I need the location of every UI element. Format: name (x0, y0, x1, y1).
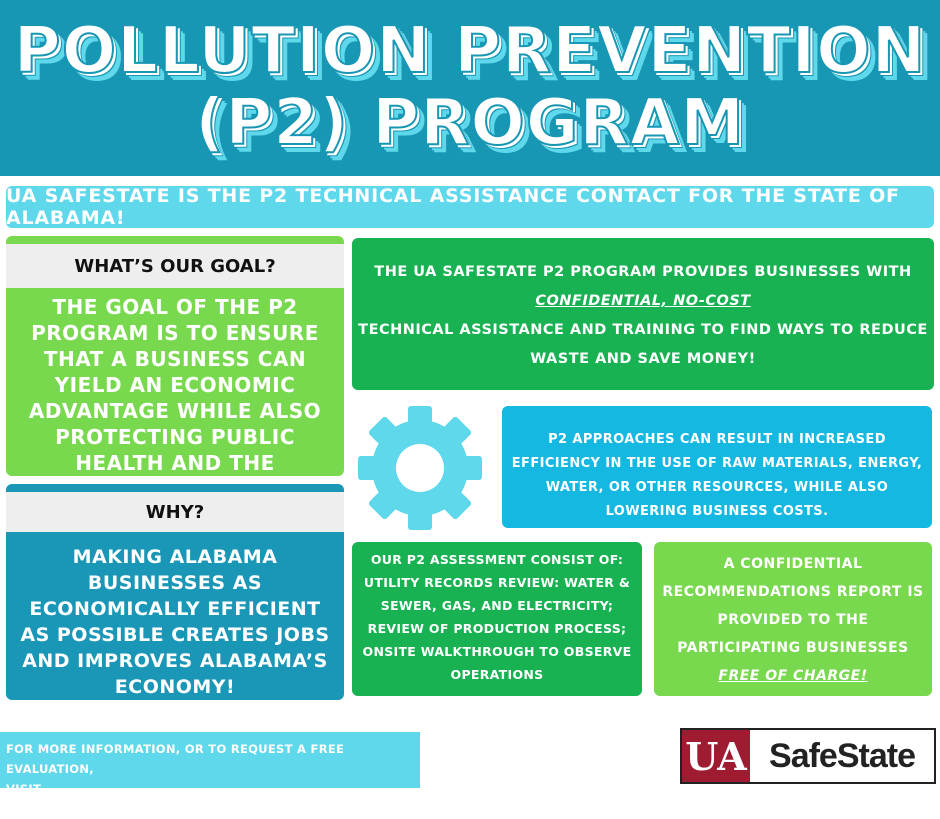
title-banner (0, 0, 940, 176)
footer-line-1: FOR MORE INFORMATION, OR TO REQUEST A FREE EVALUATION, (6, 742, 345, 776)
why-text: MAKING ALABAMA BUSINESSES AS ECONOMICALLY EFFICIENT AS POSSIBLE CREATES JOBS AND IMPROVES ALABAMA’S ECONOMY! (20, 546, 330, 698)
page-title-line-2: (P2) PROGRAM (195, 86, 745, 160)
goal-panel (6, 236, 344, 476)
gear-icon (350, 398, 490, 538)
tagline-bar: UA SAFESTATE IS THE P2 TECHNICAL ASSISTANCE CONTACT FOR THE STATE OF ALABAMA! (6, 186, 934, 228)
goal-text: THE GOAL OF THE P2 PROGRAM IS TO ENSURE THAT A BUSINESS CAN YIELD AN ECONOMIC ADVANTAGE WHILE ALSO PROTECTING PUBLIC HEALTH AND THE (28, 295, 322, 475)
report-emphasis: FREE OF CHARGE! (718, 668, 868, 684)
footer-website-link[interactable]: VISIT WWW.ALABAMASAFESTATE.UA.EDU/POLLUTIONPREVENTION. (6, 782, 416, 816)
logo-ua-monogram: UA (682, 730, 750, 782)
program-description-box (352, 238, 934, 390)
report-text: A CONFIDENTIAL RECOMMENDATIONS REPORT IS PROVIDED TO THE PARTICIPATING BUSINESSES (662, 556, 924, 656)
safestate-logo (680, 728, 936, 784)
program-intro: THE UA SAFESTATE P2 PROGRAM PROVIDES BUSINESSES WITH (374, 264, 912, 280)
goal-heading: WHAT’S OUR GOAL? (6, 244, 344, 288)
assessment-box: OUR P2 ASSESSMENT CONSIST OF: UTILITY RECORDS REVIEW: WATER & SEWER, GAS, AND ELECTRICITY; REVIEW OF PRODUCTION PROCESS; ONSITE WALKTHROUGH TO OBSERVE OPERATIONS (352, 542, 642, 696)
program-rest: TECHNICAL ASSISTANCE AND TRAINING TO FIND WAYS TO REDUCE WASTE AND SAVE MONEY! (358, 322, 928, 367)
logo-name: SafeState (769, 736, 915, 775)
why-panel (6, 484, 344, 700)
page-title-line-1: POLLUTION PREVENTION (13, 14, 927, 88)
why-heading: WHY? (6, 492, 344, 532)
program-emphasis: CONFIDENTIAL, NO-COST (535, 293, 751, 309)
approaches-box: P2 APPROACHES CAN RESULT IN INCREASED EFFICIENCY IN THE USE OF RAW MATERIALS, ENERGY, WATER, OR OTHER RESOURCES, WHILE ALSO LOWERING BUSINESS COSTS. (502, 406, 932, 528)
footer-info (0, 732, 420, 816)
report-box (654, 542, 932, 696)
